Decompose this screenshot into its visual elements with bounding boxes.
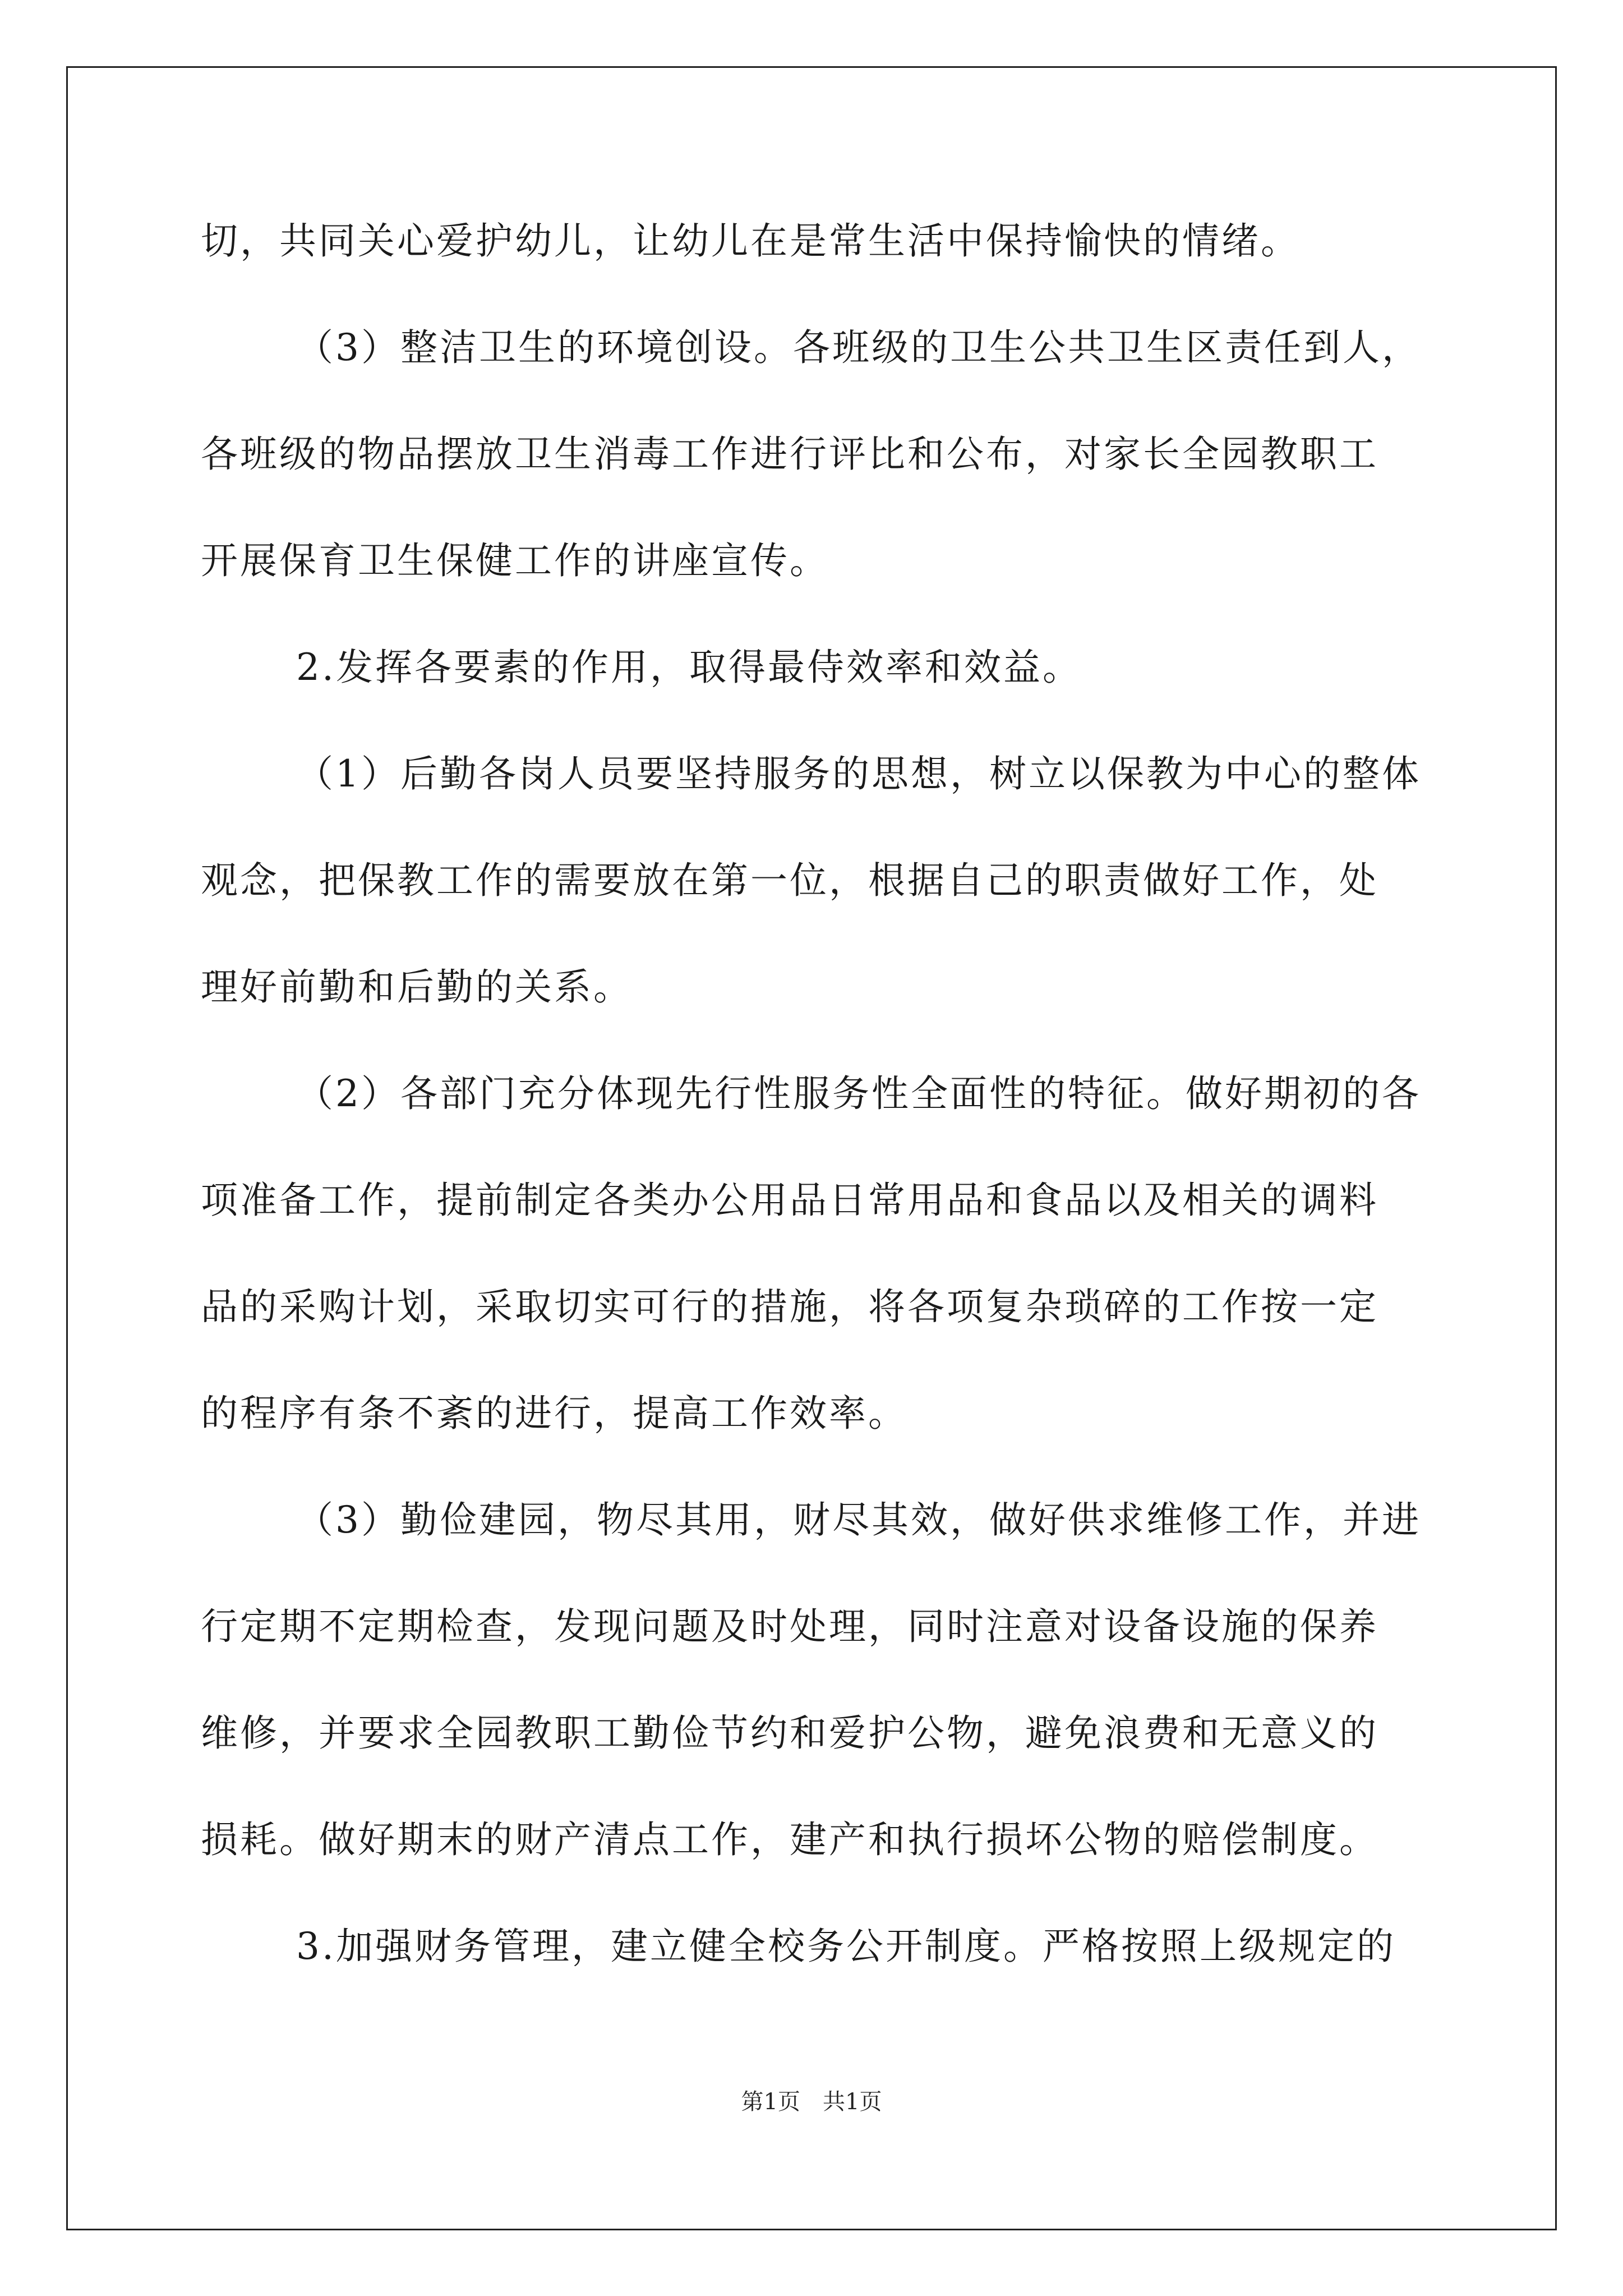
- text-line: 品的采购计划，采取切实可行的措施，将各项复杂琐碎的工作按一定: [201, 1285, 1378, 1328]
- page-total: 共1页: [823, 2089, 882, 2115]
- text-line: 理好前勤和后勤的关系。: [201, 965, 633, 1009]
- text-line: （1）后勤各岗人员要坚持服务的思想，树立以保教为中心的整体: [296, 752, 1421, 795]
- document-body: [201, 199, 1426, 2011]
- page-number: 第1页: [741, 2089, 800, 2115]
- text-line: 项准备工作，提前制定各类办公用品日常用品和食品以及相关的调料: [201, 1179, 1378, 1222]
- text-line: 观念，把保教工作的需要放在第一位，根据自己的职责做好工作，处: [201, 859, 1378, 902]
- text-line: （3）勤俭建园，物尽其用，财尽其效，做好供求维修工作，并进: [296, 1498, 1421, 1542]
- text-line: 的程序有条不紊的进行，提高工作效率。: [201, 1392, 907, 1435]
- text-line: 切，共同关心爱护幼儿，让幼儿在是常生活中保持愉快的情绪。: [201, 219, 1300, 263]
- text-line: （3）整洁卫生的环境创设。各班级的卫生公共卫生区责任到人，: [296, 326, 1421, 369]
- text-line: 开展保育卫生保健工作的讲座宣传。: [201, 539, 829, 582]
- text-line: 行定期不定期检查，发现问题及时处理，同时注意对设备设施的保养: [201, 1605, 1378, 1648]
- page-footer: [0, 2084, 1623, 2116]
- text-line: （2）各部门充分体现先行性服务性全面性的特征。做好期初的各: [296, 1072, 1421, 1115]
- text-line: 维修，并要求全园教职工勤俭节约和爱护公物，避免浪费和无意义的: [201, 1711, 1378, 1755]
- text-line: 2.发挥各要素的作用，取得最侍效率和效益。: [296, 646, 1082, 689]
- text-line: 各班级的物品摆放卫生消毒工作进行评比和公布，对家长全园教职工: [201, 432, 1378, 476]
- text-line: 损耗。做好期末的财产清点工作，建产和执行损坏公物的赔偿制度。: [201, 1818, 1378, 1861]
- text-line: 3.加强财务管理，建立健全校务公开制度。严格按照上级规定的: [296, 1925, 1396, 1968]
